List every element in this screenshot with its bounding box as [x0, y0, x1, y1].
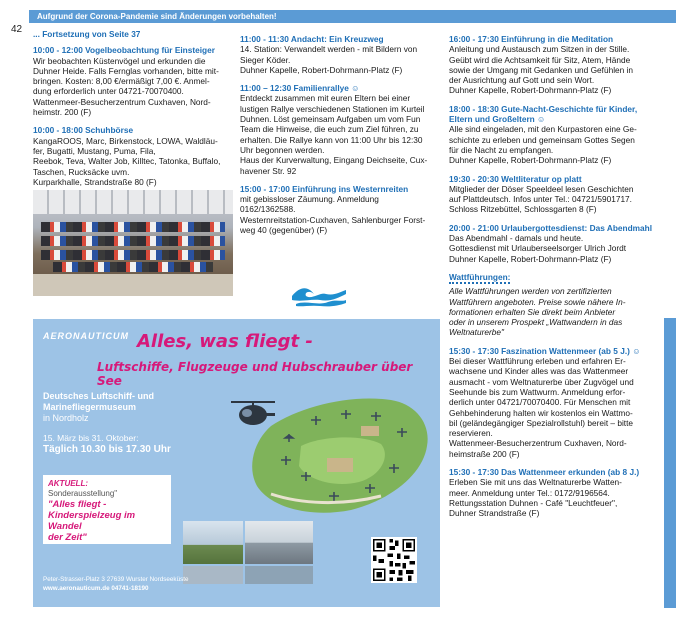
event-andacht	[240, 34, 440, 75]
event-line: Duhner Kapelle, Robert-Dohrmann-Platz (F)	[449, 85, 612, 96]
side-accent-bar	[664, 318, 676, 608]
exhibition-title-line: "Alles fliegt -	[48, 499, 107, 510]
event-heading: 11:00 - 11:30 Andacht: Ein Kreuzweg	[240, 34, 384, 44]
event-heading: 16:00 - 17:30 Einführung in die Meditation	[449, 34, 614, 44]
intro-line: formationen erhalten Sie direkt beim Anbieter	[449, 306, 616, 317]
wave-icon	[290, 282, 348, 310]
event-line: ausmacht - vom Weltnaturerbe über Zugvögel und	[449, 376, 634, 387]
event-heading: 20:00 - 21:00 Urlaubergottesdienst: Das Abendmahl	[449, 222, 653, 233]
event-line: Duhner Kapelle, Robert-Dohrmann-Platz (F)	[449, 155, 612, 166]
event-line: Reebok, Teva, Walter Job, Killtec, Tatonka, Buffalo,	[33, 156, 221, 167]
event-weltliteratur	[449, 174, 665, 215]
opening-hours: Täglich 10.30 bis 17.30 Uhr	[43, 444, 171, 455]
intro-line: Alle Wattführungen werden von zertifizierten	[449, 286, 612, 297]
event-heading: 11:00 – 12:30 Familienrallye ☺	[240, 83, 360, 94]
event-line: Duhnen. Löst gemeinsam Aufgaben um vom Fun	[240, 114, 421, 125]
event-line: bil (geländegängiger Spezialrollstuhl) bereit – bitte	[449, 417, 634, 428]
event-line: Kurparkhalle, Strandstraße 80 (F)	[33, 176, 157, 187]
column-3	[449, 34, 665, 526]
section-label-wattfuehrungen: Wattführungen:	[449, 272, 510, 284]
qr-code-icon[interactable]	[371, 537, 417, 583]
event-heading: 18:00 - 18:30 Gute-Nacht-Geschichte für Kinder,	[449, 103, 638, 114]
event-line: Duhner Kapelle, Robert-Dohrmann-Platz (F)	[240, 64, 403, 75]
event-line: KangaROOS, Marc, Birkenstock, LOWA, Waldläu-	[33, 135, 218, 146]
event-line: weg 40 (gegenüber) (F)	[240, 225, 328, 236]
event-line: Gehbehinderung halten wir kostenlos ein Wattmo-	[449, 407, 633, 418]
event-faszination-wattenmeer	[449, 346, 665, 459]
event-line: Sieger Köder.	[240, 54, 291, 65]
event-line: Entdeckt zusammen mit euren Eltern bei einer	[240, 93, 411, 104]
event-line: Duhner Kapelle, Robert-Dohrmann-Platz (F)	[449, 253, 612, 264]
opening-info	[43, 433, 171, 455]
exhibition-title-line: der Zeit"	[48, 532, 87, 543]
event-heading: 10:00 - 12:00 Vogelbeobachtung für Einsteiger	[33, 45, 215, 56]
hangar-photo	[245, 521, 313, 564]
event-line: Anleitung und Austausch zum Sitzen in der Stille.	[449, 44, 630, 55]
event-heading: 19:30 - 20:30 Weltliteratur op platt	[449, 173, 582, 184]
event-heading: 15:30 - 17:30 Das Wattenmeer erkunden (ab 8 J.)	[449, 466, 640, 477]
event-meditation	[449, 34, 665, 96]
season-dates: 15. März bis 31. Oktober:	[43, 433, 139, 443]
event-gute-nacht-geschichte	[449, 104, 665, 166]
museum-website-phone[interactable]: www.aeronauticum.de 04741-18190	[43, 585, 149, 592]
event-line: Geübt wird die Achtsamkeit für Sitz, Atem, Hände	[449, 54, 631, 65]
event-line: Gottesdienst mit Urlauberseelsorger Ulrich Jordt	[449, 243, 627, 254]
aeronauticum-advert	[33, 319, 440, 607]
event-line: für die Nacht zu empfangen.	[449, 144, 554, 155]
event-line: Rettungsstation Duhnen - Café "Leuchtfeuer",	[449, 497, 618, 508]
event-familienrallye	[240, 83, 440, 176]
intro-line: Weltnaturerbe"	[449, 327, 504, 338]
event-line: fer, Bugatti, Mustang, Puma, Fila,	[33, 145, 156, 156]
event-line: Haus der Kurverwaltung, Eingang Deichseite, Cux-	[240, 155, 428, 166]
event-line: Duhner Heide. Falls Fernglas vorhanden, bitte mit-	[33, 65, 219, 76]
ad-contact	[43, 575, 188, 593]
event-line: reservieren.	[449, 428, 493, 439]
event-line: havener Str. 92	[240, 165, 297, 176]
aircraft-photo	[183, 521, 243, 564]
exhibit-photo	[245, 566, 313, 584]
museum-address: Peter-Strasser-Platz 3 27639 Wurster Nordseeküste	[43, 576, 189, 583]
museum-name-line: in Nordholz	[43, 413, 89, 423]
museum-name	[43, 391, 154, 424]
event-line: lustigen Rallye verschiedenen Stationen im Kurteil	[240, 103, 425, 114]
event-line: bringen. Kosten: 8,00 €/ermäßigt 7,00 €. Anmel-	[33, 76, 210, 87]
event-line: Das Abendmahl - damals und heute.	[449, 233, 584, 244]
event-line: sowie der Umgang mit Gedanken und Gefühlen in	[449, 64, 634, 75]
event-line: Wattenmeer-Besucherzentrum Cuxhaven, Nord-	[33, 96, 211, 107]
event-line: Wattenmeer-Besucherzentrum Cuxhaven, Nord-	[449, 438, 627, 449]
event-line: schichte zu erleben und gemeinsam Gottes Segen	[449, 134, 635, 145]
sonderausstellung-label: Sonderausstellung"	[48, 489, 118, 498]
continued-note: ... Fortsetzung von Seite 37	[33, 29, 141, 39]
event-line: heimstr. 200 (F)	[33, 107, 92, 118]
event-schuhboerse	[33, 125, 233, 296]
event-line: erhalten. Die Rallye kann von 11:00 Uhr bis 12:30	[240, 134, 423, 145]
column-2	[240, 34, 440, 243]
shoe-fair-photo	[33, 190, 233, 296]
event-line: Duhner Strandstraße (F)	[449, 508, 540, 519]
event-line: Wir beobachten Küstenvögel und erkunden die	[33, 55, 206, 66]
page-number: 42	[11, 24, 23, 35]
event-heading: 10:00 - 18:00 Schuhbörse	[33, 125, 134, 136]
event-line: Bei dieser Wattführung erleben und erfahren Er-	[449, 356, 626, 367]
event-line: Schloss Ritzebüttel, Schlossgarten 8 (F)	[449, 204, 597, 215]
intro-line: Wattführern angeboten. Preise sowie nähere In-	[449, 296, 626, 307]
event-line: meer. Anmeldung unter Tel.: 0172/9196564.	[449, 487, 610, 498]
aeronauticum-logo: AERONAUTICUM	[43, 331, 129, 341]
event-wattenmeer-erkunden	[449, 467, 665, 518]
event-line: derlich unter 04721/70070400. Für Menschen mit	[449, 397, 631, 408]
wattfuehrungen-intro	[449, 272, 665, 338]
event-vogelbeobachtung	[33, 45, 233, 117]
event-heading: 15:30 - 17:30 Faszination Wattenmeer (ab 5 J.) ☺	[449, 345, 641, 356]
special-exhibition-box	[43, 475, 171, 544]
event-urlaubergottesdienst	[449, 223, 665, 264]
event-line: Taschen, Rucksäcke uvm.	[33, 166, 130, 177]
event-line: Mitglieder der Döser Speeldeel lesen Geschichten	[449, 183, 634, 194]
event-line: der Ausrichtung auf Gott und sein Wort.	[449, 75, 595, 86]
event-line: 0162/1362588.	[240, 204, 296, 215]
event-westernreiten	[240, 184, 440, 235]
event-line: Seehunde bis zum Wattwurm. Anmeldung erfor-	[449, 386, 626, 397]
event-line: 14. Station: Verwandelt werden - mit Bildern von	[240, 44, 418, 55]
event-line: Erleben Sie mit uns das Weltnaturerbe Watten-	[449, 477, 622, 488]
event-line: dung erforderlich unter 04721-70070400.	[33, 86, 184, 97]
event-line: auf Plattdeutsch. Infos unter Tel.: 04721/5901717.	[449, 194, 632, 205]
event-line: Team die Hinweise, die euch zum Ziel führen, zu	[240, 124, 419, 135]
exhibition-title-line: Kinderspielzeug im Wandel	[48, 510, 136, 532]
outdoor-photo	[183, 566, 243, 584]
event-line: Westernreitstation-Cuxhaven, Sahlenburger Forst-	[240, 214, 426, 225]
event-line: mit gebissloser Zäumung. Anmeldung	[240, 194, 379, 205]
event-line: Alle sind eingeladen, mit den Kurpastoren eine Ge-	[449, 124, 637, 135]
event-line: heimstraße 200 (F)	[449, 448, 520, 459]
event-line: Uhr begonnen werden.	[240, 144, 325, 155]
event-heading: 15:00 - 17:00 Einführung ins Westernreiten	[240, 183, 409, 194]
ad-headline: Alles, was fliegt -	[137, 331, 313, 352]
corona-notice-banner: Aufgrund der Corona-Pandemie sind Änderungen vorbehalten!	[29, 10, 676, 23]
intro-line: oder in unserem Prospekt „Wattwandern in das	[449, 317, 623, 328]
ad-subheadline: Luftschiffe, Flugzeuge und Hubschrauber über See	[97, 360, 413, 388]
column-1	[33, 29, 233, 304]
museum-name-line: Marinefliegermuseum	[43, 402, 137, 412]
aktuell-label: AKTUELL:	[48, 479, 88, 488]
event-line: wachsene und Kinder alles was das Wattenmeer	[449, 366, 629, 377]
museum-name-line: Deutsches Luftschiff- und	[43, 391, 155, 401]
museum-site-map	[241, 376, 434, 521]
event-heading: Eltern und Großeltern ☺	[449, 114, 546, 125]
